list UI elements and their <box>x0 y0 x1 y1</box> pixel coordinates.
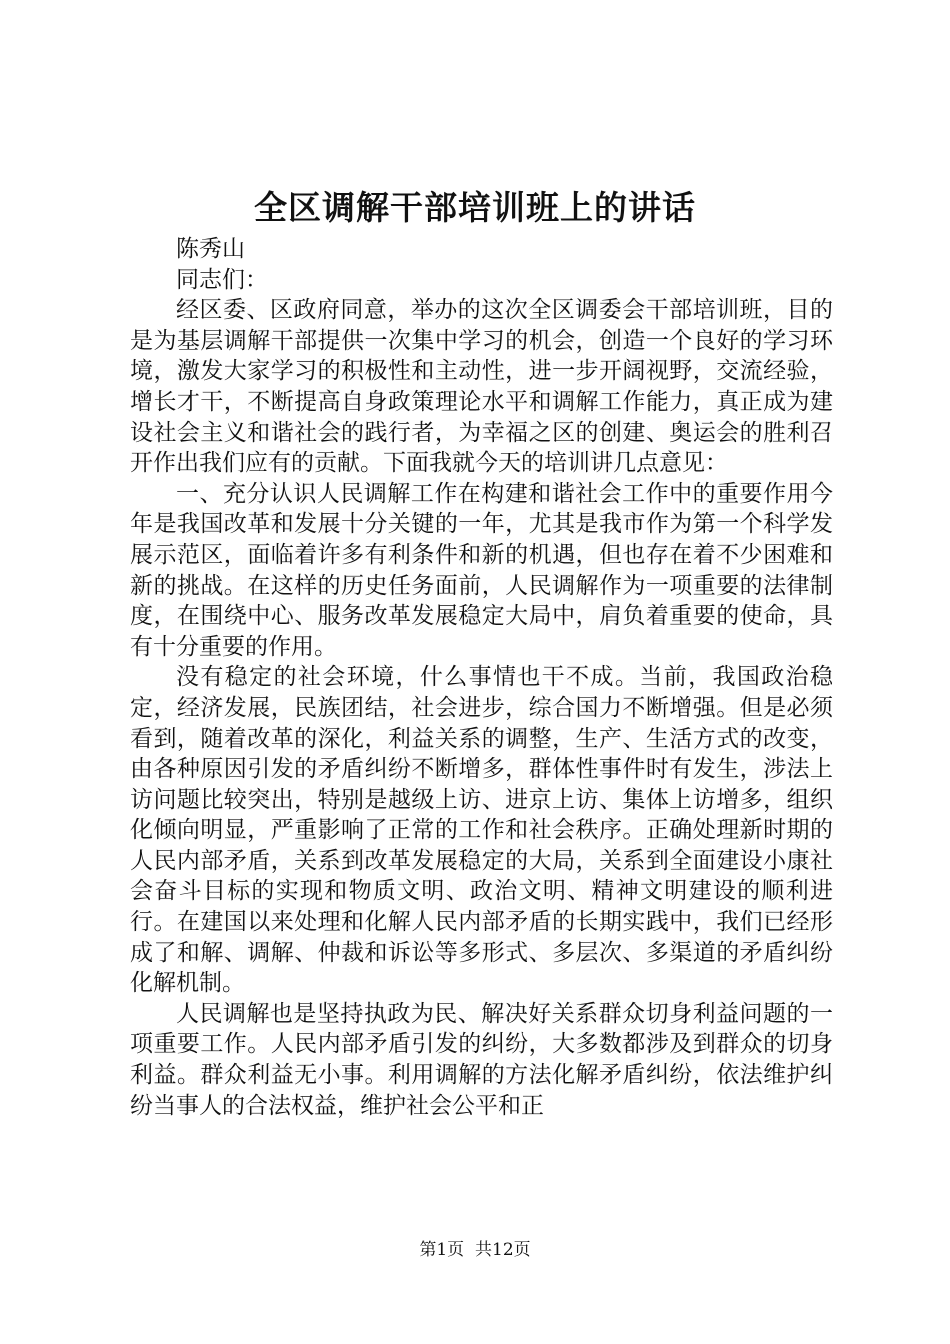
author-line: 陈秀山 <box>176 236 245 262</box>
paragraph-stability: 没有稳定的社会环境，什么事情也干不成。当前，我国政治稳定，经济发展，民族团结，社会进步，综合国力不断增强。但是必须看到，随着改革的深化，利益关系的调整，生产、生活方式的改变，由各种原因引发的矛盾纠纷不断增多，群体性事件时有发生，涉法上访问题比较突出，特别是越级上访、进京上访、集体上访增多，组织化倾向明显，严重影响了正常的工作和社会秩序。正确处理新时期的人民内部矛盾，关系到改革发展稳定的大局，关系到全面建设小康社会奋斗目标的实现和物质文明、政治文明、精神文明建设的顺利进行。在建国以来处理和化解人民内部矛盾的长期实践中，我们已经形成了和解、调解、仲裁和诉讼等多形式、多层次、多渠道的矛盾纠纷化解机制。 <box>130 664 833 997</box>
document-body <box>130 234 833 1121</box>
page-footer <box>0 1238 950 1262</box>
salutation-line: 同志们： <box>176 266 268 293</box>
page-number: 第1页 <box>419 1240 465 1260</box>
paragraph-section-one: 一、充分认识人民调解工作在构建和谐社会工作中的重要作用今年是我国改革和发展十分关键的一年，尤其是我市作为第一个科学发展示范区，面临着许多有利条件和新的机遇，但也存在着不少困难和新的挑战。在这样的历史任务面前，人民调解作为一项重要的法律制度，在围绕中心、服务改革发展稳定大局中，肩负着重要的使命，具有十分重要的作用。 <box>130 480 833 660</box>
paragraph-mediation: 人民调解也是坚持执政为民、解决好关系群众切身利益问题的一项重要工作。人民内部矛盾引发的纠纷，大多数都涉及到群众的切身利益。群众利益无小事。利用调解的方法化解矛盾纠纷，依法维护纠纷当事人的合法权益，维护社会公平和正 <box>130 1000 833 1119</box>
page-total: 共12页 <box>475 1240 531 1260</box>
paragraph-intro: 经区委、区政府同意，举办的这次全区调委会干部培训班，目的是为基层调解干部提供一次集中学习的机会，创造一个良好的学习环境，激发大家学习的积极性和主动性，进一步开阔视野，交流经验，增长才干，不断提高自身政策理论水平和调解工作能力，真正成为建设社会主义和谐社会的践行者，为幸福之区的创建、奥运会的胜利召开作出我们应有的贡献。下面我就今天的培训讲几点意见： <box>130 297 833 477</box>
document-title: 全区调解干部培训班上的讲话 <box>254 188 696 227</box>
